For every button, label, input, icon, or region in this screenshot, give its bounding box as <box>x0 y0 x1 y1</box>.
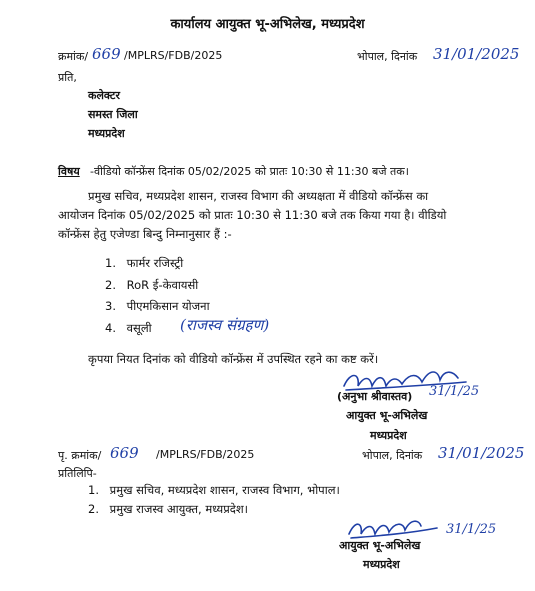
cc-recipient <box>88 502 248 517</box>
agenda-handwritten-note: (राजस्व संग्रहण) <box>180 316 270 334</box>
cc-recipient-text: प्रमुख राजस्व आयुक्त, मध्यप्रदेश। <box>109 502 249 516</box>
copy-ref-number-handwritten: 669 <box>110 444 139 462</box>
signatory-state: मध्यप्रदेश <box>370 429 407 442</box>
agenda-item-text: RoR ई-केवायसी <box>126 278 199 292</box>
copy-ref-label: पृ. क्रमांक/ <box>58 449 102 462</box>
cc-recipient-number: 2. <box>88 502 99 516</box>
agenda-item <box>105 278 198 293</box>
cc-recipient <box>88 483 340 498</box>
signature-date-handwritten: 31/1/25 <box>429 384 480 399</box>
copy-ref-code: /MPLRS/FDB/2025 <box>156 448 255 461</box>
body-line-1: प्रमुख सचिव, मध्यप्रदेश शासन, राजस्व विभाग की अध्यक्षता में वीडियो कॉन्फ्रेंस का <box>88 189 429 203</box>
agenda-item <box>105 321 152 336</box>
place-date-label: भोपाल, दिनांक <box>357 50 418 63</box>
body-line-3: कॉन्फ्रेंस हेतु एजेण्डा बिन्दु निम्नानुसार हैं :- <box>58 227 232 241</box>
signatory2-designation: आयुक्त भू-अभिलेख <box>339 539 421 552</box>
cc-recipient-number: 1. <box>88 483 99 497</box>
ref-label: क्रमांक/ <box>58 50 89 63</box>
agenda-item-number: 2. <box>105 278 116 292</box>
copy-place-date-label: भोपाल, दिनांक <box>362 449 423 462</box>
body-line-2: आयोजन दिनांक 05/02/2025 को प्रातः 10:30 से 11:30 बजे तक किया गया है। वीडियो <box>58 208 447 222</box>
ref-code: /MPLRS/FDB/2025 <box>124 49 223 62</box>
agenda-item-number: 4. <box>105 321 116 335</box>
addressee-line-3: मध्यप्रदेश <box>88 127 125 140</box>
agenda-item-number: 1. <box>105 256 116 270</box>
subject-label: विषय <box>58 165 80 178</box>
cc-recipient-text: प्रमुख सचिव, मध्यप्रदेश शासन, राजस्व विभाग, भोपाल। <box>109 483 340 497</box>
ref-number-handwritten: 669 <box>92 45 121 63</box>
to-label: प्रति, <box>58 71 77 84</box>
office-title: कार्यालय आयुक्त भू-अभिलेख, मध्यप्रदेश <box>170 17 365 32</box>
copy-date-handwritten: 31/01/2025 <box>438 444 525 462</box>
addressee-line-2: समस्त जिला <box>88 108 138 121</box>
agenda-item-text: फार्मर रजिस्ट्री <box>126 256 184 270</box>
agenda-item-text: वसूली <box>126 321 152 335</box>
addressee-line-1: कलेक्टर <box>88 89 120 102</box>
letter-date-handwritten: 31/01/2025 <box>433 45 520 63</box>
closing-request: कृपया नियत दिनांक को वीडियो कॉन्फ्रेंस में उपस्थित रहने का कष्ट करें। <box>88 352 379 366</box>
agenda-item <box>105 256 183 271</box>
signature2-date-handwritten: 31/1/25 <box>446 522 497 537</box>
agenda-item-number: 3. <box>105 299 116 313</box>
signatory-designation: आयुक्त भू-अभिलेख <box>346 409 428 422</box>
subject-text: -वीडियो कॉन्फ्रेंस दिनांक 05/02/2025 को प्रातः 10:30 से 11:30 बजे तक। <box>90 165 409 178</box>
signatory2-state: मध्यप्रदेश <box>363 558 400 571</box>
agenda-item <box>105 299 210 314</box>
signatory-name: (अनुभा श्रीवास्तव) <box>337 390 413 403</box>
cc-label: प्रतिलिपि- <box>58 467 97 480</box>
agenda-item-text: पीएमकिसान योजना <box>126 299 210 313</box>
